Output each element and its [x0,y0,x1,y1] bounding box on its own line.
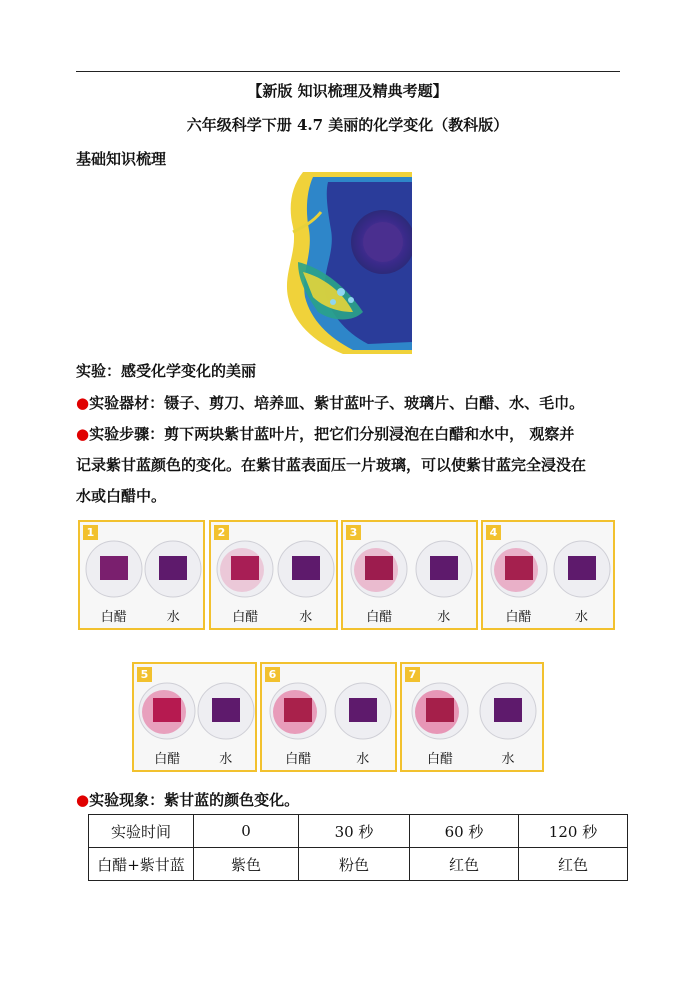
steps-line-1 [76,419,574,450]
table-cell: 红色 [410,848,519,881]
bullet-dot: ● [76,425,90,443]
panel-number: 6 [265,667,280,682]
vinegar-dish [411,682,469,740]
header-rule [76,71,620,72]
vinegar-dish [350,540,408,598]
vinegar-label: 白醋 [426,752,453,767]
water-label: 水 [219,752,233,767]
steps-line-2: 记录紫甘蓝颜色的变化。在紫甘蓝表面压一片玻璃，可以使紫甘蓝完全浸没在 [76,456,587,474]
table-cell: 粉色 [299,848,410,881]
water-label: 水 [437,610,451,625]
vinegar-dish [216,540,274,598]
steps-text-1: 剪下两块紫甘蓝叶片，把它们分别浸泡在白醋和水中， 观察并 [164,425,575,443]
panel-number: 2 [214,525,229,540]
vinegar-dish [269,682,327,740]
vinegar-label: 白醋 [285,752,312,767]
document-title: 【新版 知识梳理及精典考题】 [247,82,448,100]
water-dish [415,540,473,598]
table-row [89,848,628,881]
photo-panel [341,520,478,630]
photo-panel [132,662,257,772]
vinegar-label: 白醋 [505,610,532,625]
materials-text: 镊子、剪刀、培养皿、紫甘蓝叶子、玻璃片、白醋、水、毛巾。 [164,394,585,412]
photo-panel [260,662,397,772]
photo-panel [400,662,544,772]
water-dish [479,682,537,740]
vinegar-dish [490,540,548,598]
flower-image [283,172,412,354]
table-cell: 实验时间 [89,815,194,848]
table-header-row [89,815,628,848]
bullet-dot: ● [76,394,90,412]
vinegar-label: 白醋 [232,610,259,625]
water-label: 水 [501,752,515,767]
panel-number: 3 [346,525,361,540]
table-cell: 120 秒 [519,815,628,848]
water-label: 水 [356,752,370,767]
steps-label: 实验步骤： [89,425,165,443]
table-cell: 60 秒 [410,815,519,848]
panel-number: 5 [137,667,152,682]
document-subtitle: 六年级科学下册 4.7 美丽的化学变化（教科版） [186,116,509,134]
water-dish [144,540,202,598]
vinegar-label: 白醋 [100,610,127,625]
water-dish [277,540,335,598]
vinegar-label: 白醋 [366,610,393,625]
water-dish [553,540,611,598]
materials-label: 实验器材： [89,394,165,412]
table-cell: 紫色 [194,848,299,881]
photo-panel [481,520,615,630]
table-cell: 0 [194,815,299,848]
photo-panel [78,520,205,630]
table-cell: 红色 [519,848,628,881]
panel-number: 7 [405,667,420,682]
materials-line [76,388,584,419]
water-dish [197,682,255,740]
observation-text: 紫甘蓝的颜色变化。 [164,791,300,809]
vinegar-dish [85,540,143,598]
water-label: 水 [166,610,180,625]
observation-table [88,814,628,881]
observation-line [76,785,299,816]
steps-line-3: 水或白醋中。 [76,487,167,505]
table-cell: 白醋+紫甘蓝 [89,848,194,881]
water-dish [334,682,392,740]
table-cell: 30 秒 [299,815,410,848]
bullet-dot: ● [76,791,90,809]
observation-label: 实验现象： [89,791,165,809]
panel-number: 1 [83,525,98,540]
photo-panel [209,520,338,630]
section-heading: 基础知识梳理 [76,150,167,168]
experiment-heading: 实验：感受化学变化的美丽 [76,362,257,380]
water-label: 水 [574,610,588,625]
vinegar-dish [138,682,196,740]
water-label: 水 [299,610,313,625]
panel-number: 4 [486,525,501,540]
vinegar-label: 白醋 [154,752,181,767]
